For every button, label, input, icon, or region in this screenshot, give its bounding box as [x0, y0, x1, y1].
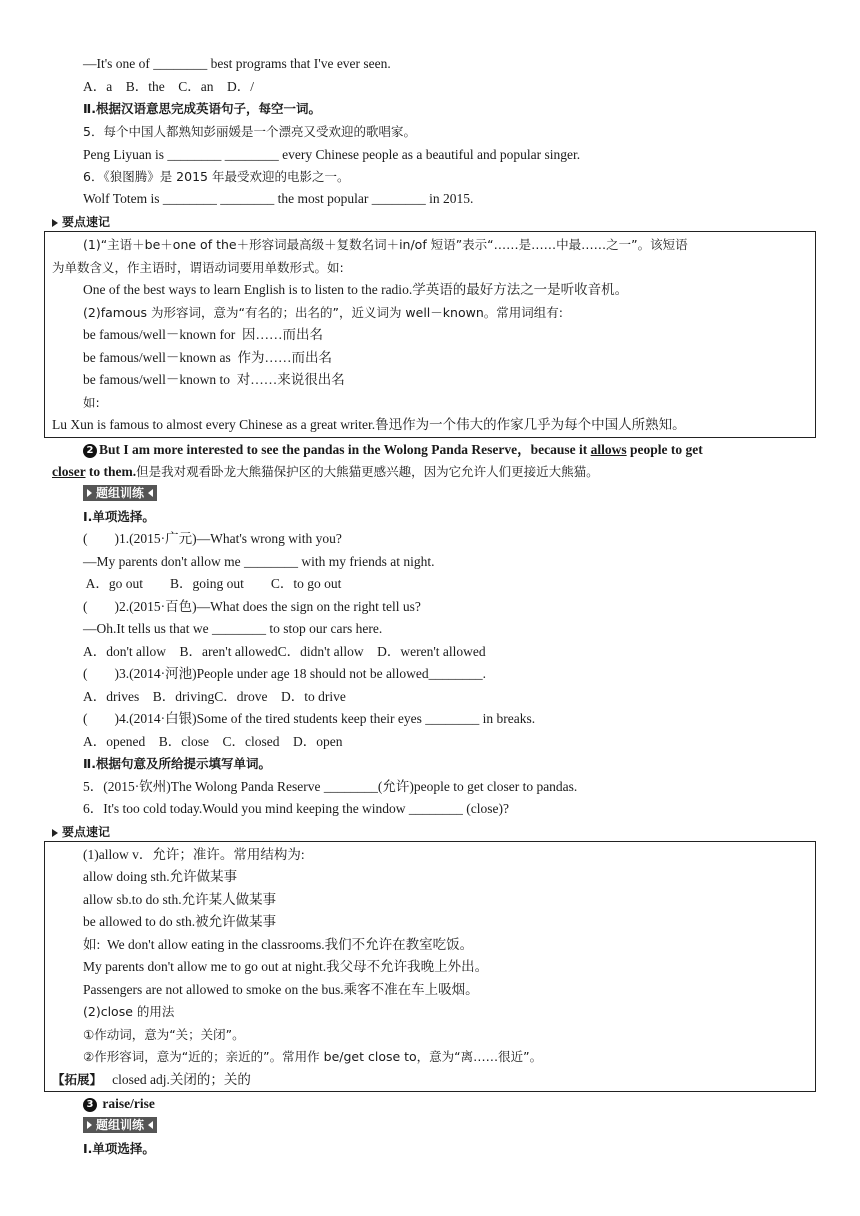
text-line: Wolf Totem is ________ ________ the most popular ________ in 2015. [83, 191, 474, 206]
question: ( )1.(2015·广元)—What's wrong with you? [83, 531, 342, 546]
box-line [52, 1071, 251, 1089]
tag-label: 要点速记 [62, 825, 111, 839]
sentence-translation: 但是我对观看卧龙大熊猫保护区的大熊猫更感兴趣，因为它允许人们更接近大熊猫。 [136, 464, 599, 479]
box-line: 如: We don't allow eating in the classrooms.我们不允许在教室吃饭。 [83, 937, 474, 952]
text-line: 5．每个中国人都熟知彭丽媛是一个漂亮又受欢迎的歌唱家。 [83, 124, 416, 139]
text-line: Peng Liyuan is ________ ________ every Chinese people as a beautiful and popular singer. [83, 147, 581, 162]
text-line: —It's one of ________ best programs that I've ever seen. [83, 56, 391, 71]
banner-label: 题组训练 [96, 486, 145, 500]
sentence-part: But I am more interested to see the pandas in the Wolong Panda Reserve，because it [99, 442, 591, 457]
section-heading: Ⅱ.根据句意及所给提示填写单词。 [83, 756, 271, 771]
arrow-left-icon [148, 489, 153, 497]
question-options: A．drives B．drivingC．drove D．to drive [83, 689, 346, 704]
exercise-banner [83, 1117, 157, 1133]
question: 6．It's too cold today.Would you mind keeping the window ________ (close)? [83, 801, 510, 816]
box-line: (2)close 的用法 [83, 1004, 175, 1019]
point-heading [83, 1095, 155, 1113]
question: ( )3.(2014·河池)People under age 18 should not be allowed________. [83, 666, 487, 681]
underlined-word: closer [52, 464, 86, 479]
point-number-badge: 3 [83, 1098, 97, 1112]
underlined-word: allows [590, 442, 627, 457]
question-options: A．go out B．going out C．to go out [83, 576, 342, 591]
box-line: Passengers are not allowed to smoke on the bus.乘客不准在车上吸烟。 [83, 982, 479, 997]
box-line: (1)allow v．允许；准许。常用结构为: [83, 847, 305, 862]
box-line: be famous/well－known as 作为……而出名 [83, 350, 332, 365]
box-line: 为单数含义，作主语时，谓语动词要用单数形式。如: [52, 260, 344, 275]
point-number-badge: 2 [83, 444, 97, 458]
box-line: be allowed to do sth.被允许做某事 [83, 914, 277, 929]
triangle-icon [52, 219, 58, 227]
extension-label: 【拓展】 [52, 1072, 103, 1087]
arrow-right-icon [87, 1121, 92, 1129]
box-line: 如: [83, 395, 100, 410]
question-line: —My parents don't allow me ________ with my friends at night. [83, 554, 435, 569]
question: 5．(2015·钦州)The Wolong Panda Reserve ________(允许)people to get closer to pandas. [83, 779, 578, 794]
question: ( )2.(2015·百色)—What does the sign on the right tell us? [83, 599, 421, 614]
sentence-part: people to get [626, 442, 703, 457]
box-line: One of the best ways to learn English is to listen to the radio.学英语的最好方法之一是听收音机。 [83, 282, 629, 297]
extension-text: closed adj.关闭的；关的 [102, 1072, 251, 1087]
key-sentence-line2 [52, 463, 599, 481]
question: ( )4.(2014·白银)Some of the tired students keep their eyes ________ in breaks. [83, 711, 536, 726]
triangle-icon [52, 829, 58, 837]
section-heading: Ⅰ.单项选择。 [83, 1141, 155, 1156]
key-points-tag [52, 213, 110, 230]
box-line: allow doing sth.允许做某事 [83, 869, 238, 884]
question-options: A．opened B．close C．closed D．open [83, 734, 343, 749]
arrow-right-icon [87, 489, 92, 497]
box-line: My parents don't allow me to go out at night.我父母不允许我晚上外出。 [83, 959, 489, 974]
key-points-tag [52, 823, 110, 840]
key-sentence [83, 441, 703, 459]
text-line: A．a B．the C．an D．/ [83, 79, 254, 94]
point-title: raise/rise [102, 1096, 155, 1111]
box-line: be famous/well－known to 对……来说很出名 [83, 372, 345, 387]
box-line: be famous/well－known for 因……而出名 [83, 327, 323, 342]
box-line: (1)“主语＋be＋one of the＋形容词最高级＋复数名词＋in/of 短语”表示“……是……中最……之一”。该短语 [83, 237, 688, 252]
box-line: ①作动词，意为“关；关闭”。 [83, 1027, 245, 1042]
box-line: (2)famous 为形容词，意为“有名的；出名的”，近义词为 well－known。常用词组有: [83, 305, 563, 320]
question-line: —Oh.It tells us that we ________ to stop our cars here. [83, 621, 383, 636]
box-line: allow sb.to do sth.允许某人做某事 [83, 892, 277, 907]
box-line: ②作形容词，意为“近的；亲近的”。常用作 be/get close to，意为“离……很近”。 [83, 1049, 543, 1064]
section-heading: Ⅱ.根据汉语意思完成英语句子，每空一词。 [83, 101, 321, 116]
section-heading: Ⅰ.单项选择。 [83, 509, 155, 524]
banner-label: 题组训练 [96, 1118, 145, 1132]
question-options: A．don't allow B．aren't allowedC．didn't allow D．weren't allowed [83, 644, 486, 659]
exercise-banner [83, 485, 157, 501]
sentence-part: to them. [85, 464, 137, 479]
text-line: 6．《狼图腾》是 2015 年最受欢迎的电影之一。 [83, 169, 350, 184]
box-line: Lu Xun is famous to almost every Chinese as a great writer.鲁迅作为一个伟大的作家几乎为每个中国人所熟知。 [52, 417, 686, 432]
tag-label: 要点速记 [62, 215, 111, 229]
arrow-left-icon [148, 1121, 153, 1129]
